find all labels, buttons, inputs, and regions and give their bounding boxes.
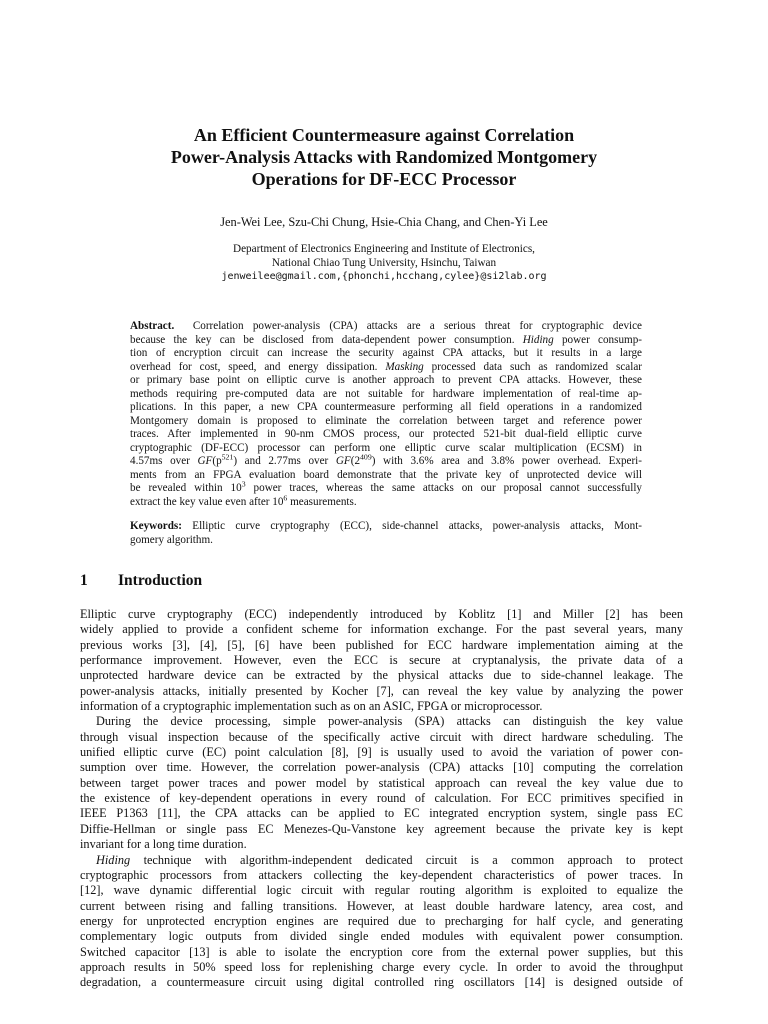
- abstract-line: [130, 479, 642, 496]
- body-line: unified elliptic curve (EC) point calculation [8], [9] is usually used to avoid the variation of power con-: [80, 745, 683, 760]
- section-title: Introduction: [118, 572, 203, 589]
- abstract-superscript: 521: [221, 452, 234, 462]
- abstract-text: Correlation power-analysis (CPA) attacks are a serious threat for cryptographic device: [192, 320, 643, 332]
- body-line: energy for unprotected encryption engines are required due to precharging for half cycle, and generating: [80, 913, 683, 928]
- abstract-text: 4.57ms over: [130, 455, 190, 467]
- abstract-superscript: 3: [241, 479, 246, 489]
- abstract-math: (2: [350, 455, 361, 467]
- body-line: [80, 853, 683, 868]
- abstract-line: [130, 361, 642, 375]
- body-line: performance improvement. However, even the ECC is secure at cryptanalysis, the private data of a: [80, 653, 683, 668]
- abstract-emphasis: Hiding: [522, 333, 554, 346]
- abstract-line: traces. After implemented in 90-nm CMOS process, our protected 521-bit dual-field elliptic curve: [130, 428, 642, 440]
- abstract-math: (p: [212, 455, 222, 467]
- abstract-text: overhead for cost, speed, and energy dissipation.: [130, 360, 378, 373]
- body-line: invariant for a long time duration.: [80, 837, 247, 852]
- abstract-line: plications. In this paper, a new CPA countermeasure performing all field operations in a randomized: [130, 401, 642, 413]
- body-line: Diffie-Hellman or single pass EC Menezes-Qu-Vanstone key agreement because the private key is kept: [80, 821, 683, 836]
- abstract: [130, 320, 642, 509]
- abstract-line: [130, 320, 642, 334]
- body-line: between target power traces and power model by statistical approach can reveal the key value due to: [80, 775, 683, 790]
- keywords: [130, 520, 642, 547]
- section-heading: [80, 572, 202, 590]
- keywords-line: [130, 520, 642, 534]
- body-line: information of a cryptographic implementation such as on an ASIC, FPGA or microprocessor.: [80, 699, 543, 714]
- abstract-superscript: 6: [283, 493, 288, 503]
- body-emphasis: Hiding: [96, 852, 131, 867]
- affiliation: [80, 243, 688, 284]
- body-line: previous works [3], [4], [5], [6] have been published for ECC hardware implementation aiming at the: [80, 637, 683, 652]
- abstract-line: or primary base point on elliptic curve is another approach to prevent CPA attacks. However, these: [130, 374, 642, 386]
- abstract-text: power consump-: [561, 333, 642, 346]
- section-number: 1: [80, 572, 88, 589]
- paper-title: [80, 124, 688, 190]
- body-line: cryptographic processors from attackers collecting the key-dependent characteristics of power traces. In: [80, 867, 683, 882]
- abstract-line: [130, 452, 642, 469]
- body-line: [12], wave dynamic differential logic circuit with regular routing algorithm is exploited to equalize the: [80, 883, 683, 898]
- abstract-emphasis: Masking: [385, 360, 424, 373]
- abstract-text: because the key can be disclosed from data-dependent power consumption.: [130, 333, 515, 346]
- abstract-line: tion of encryption circuit can increase the security against CPA attacks, but it results in a large: [130, 347, 642, 359]
- body-line: current between rising and falling transitions. However, at least double hardware latency, area cost, and: [80, 898, 683, 913]
- affiliation-line-1: Department of Electronics Engineering and Institute of Electronics,: [233, 243, 535, 255]
- abstract-line: Montgomery domain is proposed to eliminate the correlation between target and reference power: [130, 414, 642, 427]
- abstract-text: power traces, whereas the same attacks on our proposal cannot successfully: [253, 482, 642, 494]
- body-line: through visual inspection because of the specifically active circuit with direct hardware scheduling. The: [80, 729, 683, 744]
- abstract-math: GF: [197, 455, 213, 467]
- body-line: IEEE P1363 [11], the CPA attacks can be applied to EC integrated encryption system, single pass EC: [80, 806, 683, 821]
- keywords-label: Keywords:: [130, 520, 182, 532]
- title-line-2: Power-Analysis Attacks with Randomized Montgomery: [170, 147, 598, 167]
- authors: Jen-Wei Lee, Szu-Chi Chung, Hsie-Chia Chang, and Chen-Yi Lee: [220, 215, 548, 229]
- body-line: Elliptic curve cryptography (ECC) independently introduced by Koblitz [1] and Miller [2] has been: [80, 607, 683, 621]
- abstract-line: methods requiring pre-computed data are not suitable for hardware implementation of real-time ap-: [130, 387, 642, 400]
- body-text: [80, 607, 683, 991]
- abstract-text: ) and 2.77ms over: [233, 455, 329, 467]
- abstract-line: ments from an FPGA evaluation board demonstrate that the private key of unprotected device will: [130, 468, 642, 481]
- body-line: power-analysis attacks, initially presented by Kocher [7], can reveal the key value by analyzing the power: [80, 683, 683, 698]
- keywords-line: gomery algorithm.: [130, 533, 213, 546]
- body-line: During the device processing, simple power-analysis (SPA) attacks can distinguish the key value: [96, 714, 683, 729]
- affiliation-line-2: National Chiao Tung University, Hsinchu, Taiwan: [271, 256, 497, 269]
- abstract-text: measurements.: [290, 495, 357, 508]
- abstract-label: Abstract.: [130, 320, 175, 332]
- abstract-text: extract the key value even after 10: [130, 495, 284, 508]
- body-text-run: technique with algorithm-independent dedicated circuit is a common approach to protect: [143, 852, 684, 867]
- body-line: sumption over time. However, the correlation power-analysis (CPA) attacks [10] computing the correlation: [80, 760, 683, 775]
- body-line: approach results in 50% speed loss for replenishing charge every cycle. In order to avoid the throughput: [80, 959, 683, 974]
- abstract-text: be revealed within 10: [130, 482, 242, 494]
- body-line: Switched capacitor [13] is able to isolate the encryption core from the external power supplies, but this: [80, 944, 683, 959]
- author-emails: jenweilee@gmail.com,{phonchi,hcchang,cylee}@si2lab.org: [221, 271, 547, 282]
- abstract-line: [130, 493, 642, 510]
- body-line: complementary logic outputs from divided single ended modules with equivalent power consumption.: [80, 929, 683, 944]
- keywords-text: Elliptic curve cryptography (ECC), side-channel attacks, power-analysis attacks, Mont-: [192, 520, 642, 532]
- abstract-line: [130, 334, 642, 348]
- abstract-text: ) with 3.6% area and 3.8% power overhead. Experi-: [371, 455, 642, 467]
- body-line: degradation, a countermeasure circuit using digital controlled ring oscillators [14] is designed outside of: [80, 975, 683, 990]
- abstract-text: processed data such as randomized scalar: [431, 360, 642, 373]
- abstract-math: GF: [335, 455, 351, 467]
- title-line-1: An Efficient Countermeasure against Correlation: [193, 125, 575, 145]
- title-line-3: Operations for DF-ECC Processor: [251, 169, 517, 189]
- abstract-superscript: 409: [360, 452, 372, 462]
- abstract-line: cryptographic (DF-ECC) processor can perform one elliptic curve scalar multiplication (ECSM) in: [130, 441, 642, 454]
- body-line: widely applied to provide a confident scheme for information exchange. For the past several years, many: [80, 622, 683, 637]
- body-line: unprotected hardware device can be extracted by the physical attacks due to side-channel leakage. The: [80, 668, 683, 683]
- body-line: the existence of key-dependent operations in every round of calculation. For ECC primitives specified in: [80, 791, 683, 806]
